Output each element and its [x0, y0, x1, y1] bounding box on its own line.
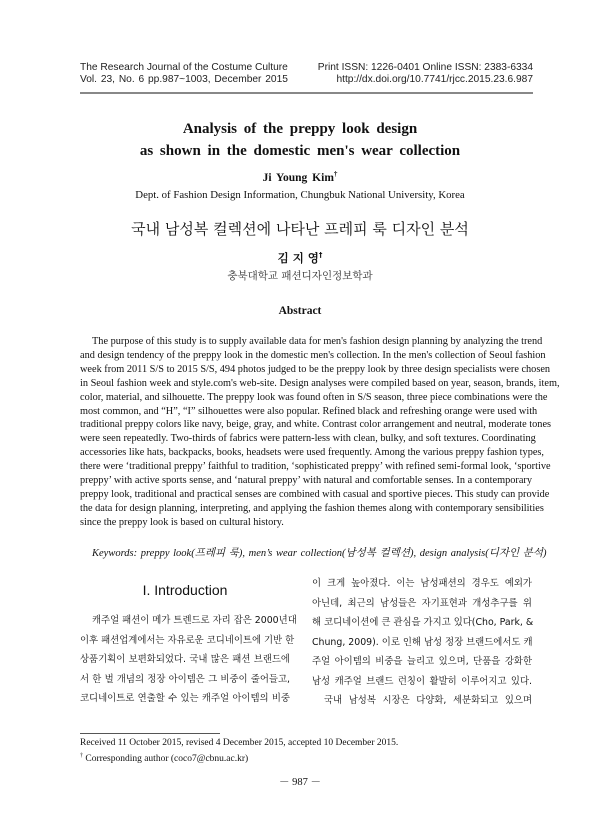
paragraph-line: 서 한 벌 개념의 정장 아이템은 그 비중이 줄어들고, — [80, 673, 290, 685]
abstract-line: there were ‘traditional preppy’ faithful to tradition, ‘sophisticated preppy’ with refined semi-formal look, ‘sportive — [80, 461, 551, 473]
corresponding-text: Corresponding author (coco7@cbnu.ac.kr) — [85, 753, 249, 764]
abstract-line: preppy look, traditional and practical senses are combined with casual and sportive pieces. This study can provide — [80, 488, 550, 500]
journal-name: The Research Journal of the Costume Culture — [80, 62, 288, 73]
footnote-mark: † — [80, 752, 83, 759]
journal-info — [80, 62, 288, 86]
author-mark: † — [333, 170, 338, 178]
paragraph-line: 상품기획이 보편화되었다. 국내 많은 패션 브랜드에 — [80, 654, 290, 665]
author-name-text: Ji Young Kim — [262, 171, 334, 184]
abstract-line: traditional preppy colors like navy, beige, gray, and white. Contrast color arrangement and neutral, moderate tones — [80, 419, 552, 431]
paragraph-line: 이 크게 높아졌다. 이는 남성패션의 경우도 예외가 — [312, 578, 532, 589]
received-dates: Received 11 October 2015, revised 4 December 2015, accepted 10 December 2015. — [80, 738, 399, 748]
abstract-line: The purpose of this study is to supply available data for men's fashion design planning by analyzing the trend — [92, 336, 543, 347]
korean-title: 국내 남성복 컬렉션에 나타난 프레피 룩 디자인 분석 — [131, 220, 469, 238]
issn-info — [318, 62, 533, 86]
paragraph-line: 해 코디네이션에 큰 관심을 가지고 있다(Cho, Park, & — [312, 617, 534, 628]
title-line: Analysis of the preppy look design — [182, 121, 418, 137]
paragraph-line: 이후 패션업계에서는 자유로운 코디네이트에 기반 한 — [80, 634, 295, 646]
abstract-line: accessories like hats, backpacks, books, headsets were used frequently. Among the various preppy fashion types, — [80, 447, 544, 459]
abstract-line: color, material, and silhouette. The preppy look was found often in S/S season, three piece combinations were the — [80, 391, 548, 403]
abstract-line: the data for design planning, interpreting, and applying the fashion themes along with contemporary sensibilities — [80, 502, 544, 514]
korean-affiliation: 충북대학교 패션디자인정보학과 — [227, 270, 373, 282]
journal-volume: Vol. 23, No. 6 pp.987~1003, December 2015 — [80, 74, 288, 85]
paragraph-line: 캐주얼 패션이 메가 트렌드로 자리 잡은 2000년대 — [92, 615, 297, 626]
abstract-line: since the preppy look is based on cultural history. — [80, 516, 284, 528]
footnotes — [80, 737, 398, 765]
abstract-line: preppy’ with active sports sense, and ‘natural preppy’ with natural and comfortable senses. In a contemporary — [80, 475, 532, 486]
title-line: as shown in the domestic men's wear collection — [139, 143, 461, 159]
abstract-line: were seen repeatedly. Two-thirds of fabrics were pattern-less with clean, bulky, and soft textures. Coordinating — [80, 433, 536, 445]
paper-title — [0, 118, 600, 162]
author-name — [0, 170, 600, 184]
paragraph-line: 아닌데, 최근의 남성들은 자기표현과 개성추구를 위 — [312, 597, 532, 609]
korean-author-mark: † — [318, 251, 323, 260]
paragraph-line: 코디네이트로 연출할 수 있는 캐주얼 아이템의 비중 — [80, 693, 290, 704]
page-number: － 987 － — [279, 777, 321, 788]
doi-link[interactable]: http://dx.doi.org/10.7741/rjcc.2015.23.6.987 — [336, 74, 533, 85]
paragraph-line: 주얼 아이템의 비중을 늘리고 있으며, 단품을 강화한 — [312, 656, 532, 667]
korean-author-text: 김 지 영 — [277, 251, 319, 265]
keywords: Keywords: preppy look(프레피 룩), men’s wear collection(남성복 컬렉션), design analysis(디자인 분석) — [92, 548, 547, 559]
paragraph-line: 남성 캐주얼 브랜드 런칭이 활발히 이루어지고 있다. — [312, 675, 532, 687]
abstract-line: in Seoul fashion week and style.com's web-site. Design analyses were compiled based on year, season, brands, item, — [80, 377, 560, 389]
section-heading: I. Introduction — [142, 582, 228, 598]
paragraph-line: Chung, 2009). 이로 인해 남성 정장 브랜드에서도 캐 — [312, 636, 533, 648]
abstract-heading: Abstract — [278, 305, 322, 317]
footnote-rule — [80, 733, 220, 734]
abstract-line: most common, and “H”, “I” silhouettes were also popular. Refined black and refreshing orange were used with — [80, 405, 538, 417]
abstract-line: and design tendency of the preppy look in the domestic men's collection. In the men's collection of Seoul fashion — [80, 349, 546, 361]
left-column — [80, 611, 297, 709]
author-affiliation: Dept. of Fashion Design Information, Chungbuk National University, Korea — [135, 189, 465, 201]
header-rule — [80, 92, 533, 94]
issn: Print ISSN: 1226-0401 Online ISSN: 2383-6334 — [317, 62, 533, 73]
korean-author — [0, 250, 600, 266]
corresponding-author — [80, 750, 398, 766]
right-column — [312, 574, 532, 711]
paragraph-line: 국내 남성복 시장은 다양화, 세분화되고 있으며 — [324, 695, 532, 706]
abstract-line: week from 2011 S/S to 2015 S/S, 494 photos judged to be the preppy look by three design specialists were chosen — [80, 363, 551, 375]
